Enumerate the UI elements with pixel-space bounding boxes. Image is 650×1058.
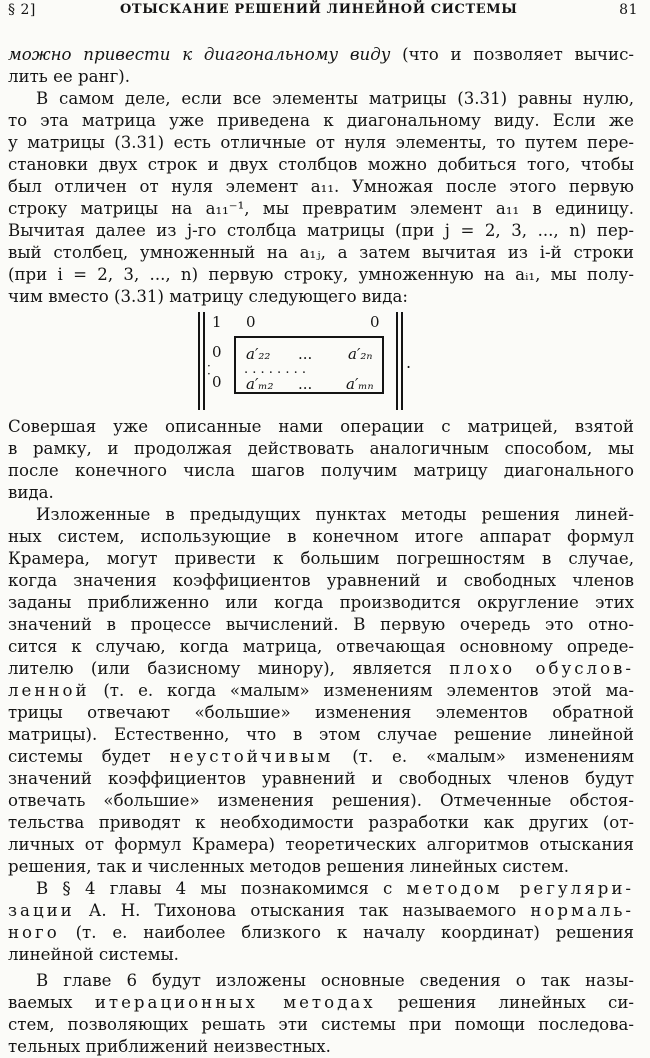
emphasis-spaced: ного	[8, 923, 60, 942]
text-run: ваемых	[8, 993, 95, 1012]
text-line: ных систем, использующие в конечном итоге аппарат формул	[8, 527, 634, 546]
page-body	[8, 44, 634, 1058]
text-line: сится к случаю, когда матрица, отвечающая основному опреде-	[8, 637, 634, 656]
text-line: вида.	[8, 483, 54, 502]
matrix-cell: 0	[212, 343, 222, 361]
determinant-bar-left-outer	[198, 312, 200, 410]
section-marker: § 2]	[8, 2, 36, 18]
text-run: (т. е. наиболее близкого к началу координат) решения	[59, 923, 634, 942]
determinant-bar-left-inner	[203, 312, 205, 410]
page-number: 81	[619, 2, 638, 18]
text-line: стем, позволяющих решать эти системы при помощи последова-	[8, 1015, 634, 1034]
text-run: (т. е. когда «малым» изменениям элементов этой ма-	[89, 681, 634, 700]
text-line: значений в процессе вычислений. В первую очередь это отно-	[8, 615, 634, 634]
paragraph-6	[8, 970, 634, 1058]
matrix-cell: a′ₘₙ	[346, 375, 374, 393]
text-line: то эта матрица уже приведена к диагональному виду. Если же	[8, 111, 634, 130]
text-line: решения, так и численных методов решения линейных систем.	[8, 857, 570, 876]
paragraph-1	[8, 44, 634, 88]
text-line: линейной системы.	[8, 945, 179, 964]
text-run: (т. е. «малым» изменениям	[333, 747, 634, 766]
text-line: в рамку, и продолжая действовать аналогичным способом, мы	[8, 439, 634, 458]
text-run: В § 4 главы 4 мы познакомимся с	[36, 879, 407, 898]
text-line: тельных приближений неизвестных.	[8, 1037, 331, 1056]
text-line: когда значения коэффициентов уравнений и свободных членов	[8, 571, 634, 590]
text-line: (при i = 2, 3, ..., n) первую строку, умноженную на aᵢ₁, мы полу-	[8, 265, 634, 284]
text-line: лить ее ранг).	[8, 67, 131, 86]
text-line: трицы отвечают «большие» изменения элементов обратной	[8, 703, 634, 722]
text-line: Крамера, могут привести к большим погрешностям в случае,	[8, 549, 634, 568]
matrix-cell: ...	[298, 375, 313, 393]
emphasis-spaced: итерационных методах	[94, 993, 376, 1012]
text-line: матрицы). Естественно, что в этом случае решение линейной	[8, 725, 634, 744]
text-line: чим вместо (3.31) матрицу следующего вида:	[8, 287, 408, 306]
matrix-cell: 1	[212, 313, 222, 331]
text-line: заданы приближенно или когда производится округление этих	[8, 593, 634, 612]
matrix-period: .	[406, 353, 412, 372]
matrix-cell: a′₂ₙ	[348, 345, 373, 363]
matrix-cell: 0	[370, 313, 380, 331]
text-line: личных от формул Крамера) теоретических алгоритмов отыскания	[8, 835, 634, 854]
text-line: становки двух строк и двух столбцов можно добиться того, чтобы	[8, 155, 634, 174]
block-matrix	[198, 312, 412, 410]
text-line: вый столбец, умноженный на a₁ⱼ, а затем вычитая из i-й строки	[8, 243, 634, 262]
emphasis-spaced: ленной	[8, 681, 90, 700]
text-line: у матрицы (3.31) есть отличные от нуля элементы, то путем пере-	[8, 133, 634, 152]
paragraph-4	[8, 504, 634, 878]
text-line: отвечать «большие» изменения решения). Отмеченные обстоя-	[8, 791, 634, 810]
matrix-cell: a′₂₂	[246, 345, 271, 363]
text-line: Совершая уже описанные нами операции с матрицей, взятой	[8, 417, 634, 436]
matrix-display	[8, 312, 634, 410]
text-line: строку матрицы на a₁₁⁻¹, мы превратим элемент a₁₁ в единицу.	[8, 199, 634, 218]
running-head	[8, 0, 638, 26]
determinant-bar-right-inner	[396, 312, 398, 410]
emphasis-spaced: нормаль-	[530, 901, 634, 920]
paragraph-3	[8, 416, 634, 504]
text-line: В главе 6 будут изложены основные сведения о так назы-	[36, 971, 634, 990]
text-line: Изложенные в предыдущих пунктах методы решения линей-	[36, 505, 634, 524]
text-line: после конечного числа шагов получим матрицу диагонального	[8, 461, 634, 480]
paragraph-5	[8, 878, 634, 966]
matrix-cell: 0	[246, 313, 256, 331]
matrix-vertical-dots: · ·	[207, 359, 211, 381]
text-line: значений коэффициентов уравнений и свободных членов будут	[8, 769, 634, 788]
matrix-dot-row: . . . . . . . .	[244, 362, 306, 377]
text-run: А. Н. Тихонова отыскания так называемого	[74, 901, 531, 920]
text-line: был отличен от нуля элемент a₁₁. Умножая после этого первую	[8, 177, 634, 196]
text-run: лителю (или базисному минору), является	[8, 659, 450, 678]
matrix-cell: ...	[298, 345, 313, 363]
italic-phrase: можно привести к диагональному виду	[8, 45, 391, 64]
text-line: тельства приводят к необходимости разработки как других (от-	[8, 813, 634, 832]
running-title: ОТЫСКАНИЕ РЕШЕНИЙ ЛИНЕЙНОЙ СИСТЕМЫ	[120, 2, 518, 17]
text-line: Вычитая далее из j-го столбца матрицы (при j = 2, 3, ..., n) пер-	[8, 221, 634, 240]
emphasis-spaced: зации	[8, 901, 75, 920]
emphasis-spaced: плохо обуслов-	[449, 659, 635, 678]
emphasis-spaced: методом регуляри-	[406, 879, 634, 898]
determinant-bar-right-outer	[401, 312, 403, 410]
paragraph-2	[8, 88, 634, 308]
matrix-cell: 0	[212, 373, 222, 391]
text-run: системы будет	[8, 747, 170, 766]
text-run: (что и позволяет вычис-	[390, 45, 634, 64]
matrix-cell: a′ₘ₂	[246, 375, 274, 393]
emphasis-spaced: неустойчивым	[169, 747, 334, 766]
text-run: решения линейных си-	[375, 993, 634, 1012]
text-line: В самом деле, если все элементы матрицы (3.31) равны нулю,	[36, 89, 634, 108]
